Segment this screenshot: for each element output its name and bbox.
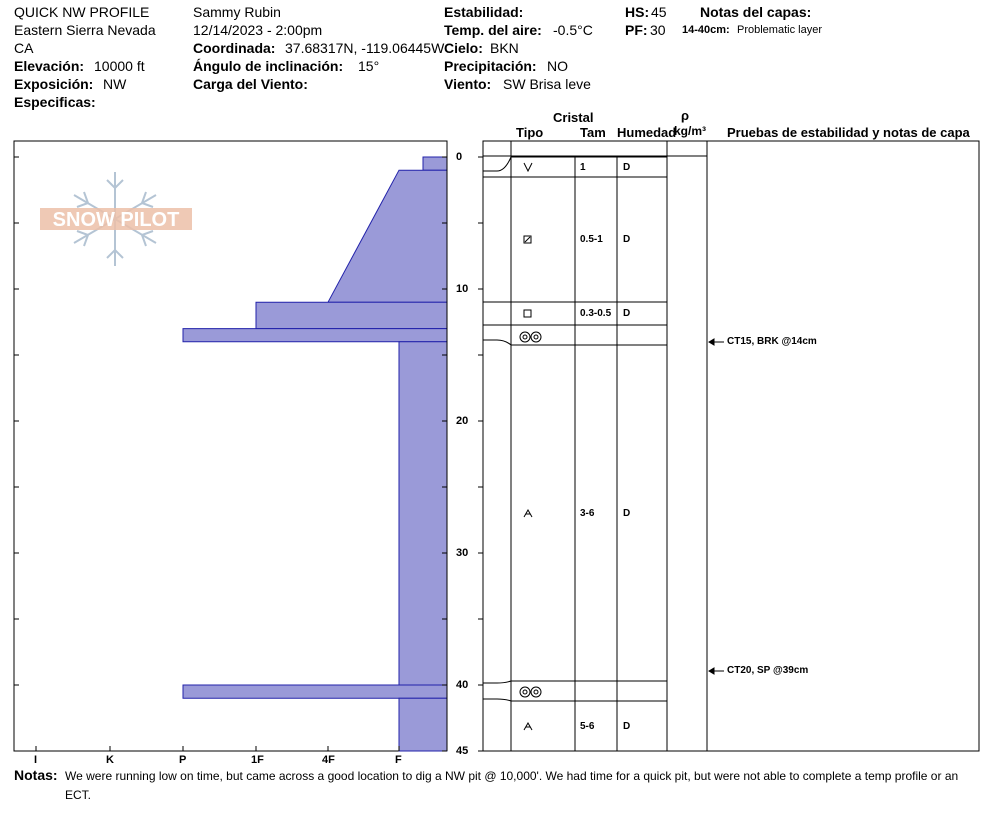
crystal-size: 3-6 <box>580 508 595 519</box>
size-header: Tam <box>580 125 606 140</box>
faceted-crystal-icon <box>524 310 531 317</box>
hs-label: HS: <box>625 4 650 20</box>
depth-label-45: 45 <box>456 745 469 757</box>
melt-freeze-icon <box>520 687 541 697</box>
elevation-value: 10000 ft <box>94 58 145 74</box>
elevation-label: Elevación: <box>14 58 85 74</box>
stability-test-note: CT15, BRK @14cm <box>727 336 817 347</box>
wind-load-label: Carga del Viento: <box>193 76 308 92</box>
hardness-layer <box>328 170 447 302</box>
pf-label: PF: <box>625 22 648 38</box>
depth-label-30: 30 <box>456 547 469 559</box>
depth-hoar-icon <box>524 510 532 517</box>
logo-text: SNOW PILOT <box>52 209 180 231</box>
precip-label: Precipitación: <box>444 58 537 74</box>
depth-label-40: 40 <box>456 679 469 691</box>
layer-note-range: 14-40cm: <box>682 24 730 36</box>
observer: Sammy Rubin <box>193 4 281 20</box>
moisture-value: D <box>623 721 631 732</box>
specifics-label: Especificas: <box>14 94 96 110</box>
hardness-label-f: F <box>395 754 402 766</box>
hardness-label-1f: 1F <box>251 754 264 766</box>
hardness-label-p: P <box>179 754 187 766</box>
hs-value: 45 <box>651 4 667 20</box>
pf-value: 30 <box>650 22 666 38</box>
rho-header: ρ <box>681 108 690 123</box>
hardness-label-k: K <box>106 754 114 766</box>
hardness-layer <box>183 329 447 342</box>
sky-value: BKN <box>490 40 519 56</box>
type-header: Tipo <box>516 125 544 140</box>
slope-label: Ángulo de inclinación: <box>193 58 344 74</box>
wind-value: SW Brisa leve <box>503 76 591 92</box>
wind-label: Viento: <box>444 76 492 92</box>
profile-title: QUICK NW PROFILE <box>14 4 150 20</box>
crystal-size: 5-6 <box>580 721 595 732</box>
stability-label: Estabilidad: <box>444 4 524 20</box>
aspect-label: Exposición: <box>14 76 94 92</box>
layer-note-text: Problematic layer <box>737 24 822 36</box>
coordinate-value: 37.68317N, -119.06445W <box>285 40 445 56</box>
arrow-head-icon <box>709 339 714 345</box>
depth-label-20: 20 <box>456 415 469 427</box>
moisture-value: D <box>623 508 631 519</box>
hardness-label-i: I <box>34 754 38 766</box>
hardness-layer <box>256 302 447 328</box>
new-snow-icon <box>524 163 532 171</box>
slope-value: 15° <box>358 58 380 74</box>
tests-header: Pruebas de estabilidad y notas de capa <box>727 125 970 140</box>
hardness-layer <box>423 157 447 170</box>
layer-notes-label: Notas del capas: <box>700 4 812 20</box>
depth-label-0: 0 <box>456 151 463 163</box>
hardness-label-4f: 4F <box>322 754 335 766</box>
layer-table-frame <box>483 141 979 751</box>
air-temp-label: Temp. del aire: <box>444 22 542 38</box>
notes-label: Notas: <box>14 767 58 783</box>
moisture-value: D <box>623 162 631 173</box>
rounding-facets-icon <box>524 236 531 243</box>
crystal-size: 0.5-1 <box>580 234 603 245</box>
aspect-value: NW <box>103 76 127 92</box>
arrow-head-icon <box>709 668 714 674</box>
hardness-layer <box>399 698 447 751</box>
crystal-size: 1 <box>580 162 586 173</box>
hardness-layer <box>183 685 447 698</box>
snowpilot-logo <box>40 172 192 266</box>
crystal-size: 0.3-0.5 <box>580 308 612 319</box>
moisture-value: D <box>623 308 631 319</box>
region: Eastern Sierra Nevada <box>14 22 156 38</box>
sky-label: Cielo: <box>444 40 483 56</box>
hardness-layer <box>399 342 447 685</box>
precip-value: NO <box>547 58 568 74</box>
state: CA <box>14 40 34 56</box>
depth-hoar-icon <box>524 723 532 730</box>
air-temp-value: -0.5°C <box>553 22 593 38</box>
crystal-header: Cristal <box>553 110 594 125</box>
melt-freeze-icon <box>520 332 541 342</box>
stability-test-note: CT20, SP @39cm <box>727 665 809 676</box>
depth-label-10: 10 <box>456 283 469 295</box>
notes-text: We were running low on time, but came across a good location to dig a NW pit @ 10,000'. We had time for a quick pit, but were not able to complete a temp profile or an ECT. <box>65 769 959 802</box>
datetime: 12/14/2023 - 2:00pm <box>193 22 323 38</box>
moisture-header: Humedad <box>617 125 677 140</box>
moisture-value: D <box>623 234 631 245</box>
coordinate-label: Coordinada: <box>193 40 276 56</box>
density-header: kg/m³ <box>674 124 707 138</box>
